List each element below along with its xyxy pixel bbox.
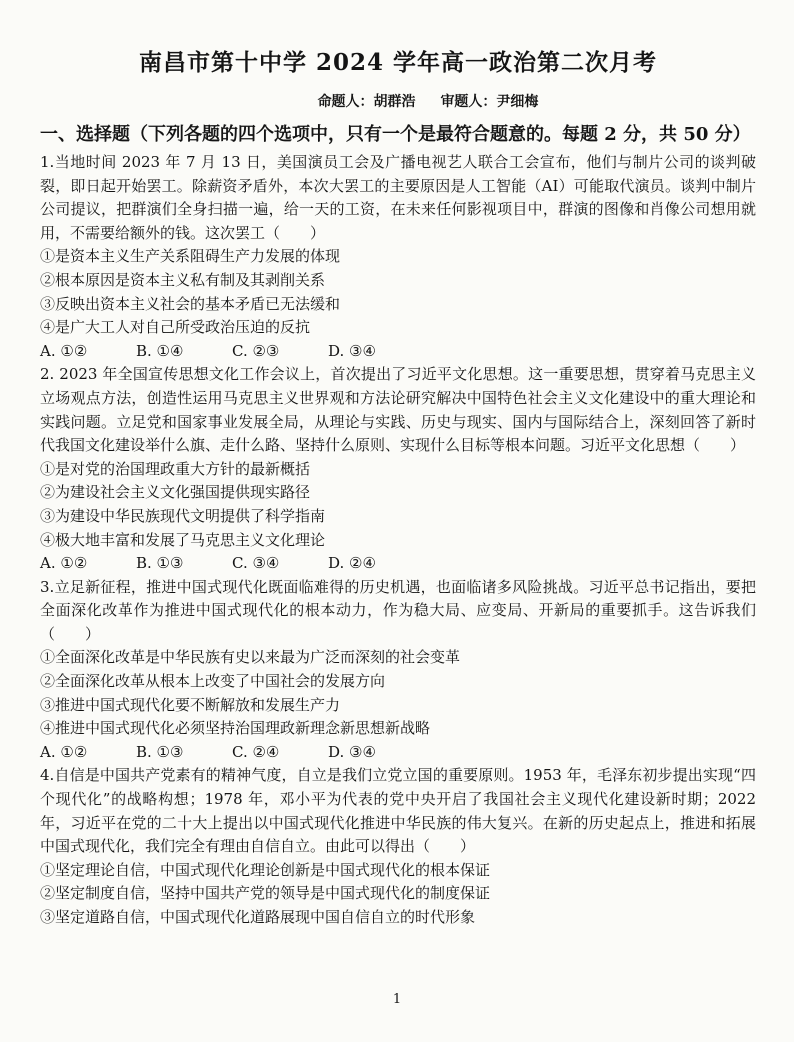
answer-choice-a: A. ①② (40, 554, 88, 573)
statement-option: ①是资本主义生产关系阻碍生产力发展的体现 (40, 247, 341, 266)
answer-choice-b: B. ①③ (136, 742, 184, 761)
question-list (40, 151, 756, 930)
setter-name: 命题人：胡群浩 (317, 94, 416, 110)
answer-choice-b: B. ①④ (136, 341, 184, 360)
answer-choice-c: C. ③④ (232, 554, 280, 573)
question-3 (40, 576, 756, 765)
exam-setters (40, 91, 756, 111)
answer-choice-c: C. ②③ (232, 341, 280, 360)
statement-option: ③坚定道路自信，中国式现代化道路展现中国自信自立的时代形象 (40, 908, 476, 926)
answer-choice-d: D. ③④ (328, 742, 376, 761)
statement-option: ④极大地丰富和发展了马克思主义文化理论 (40, 530, 326, 549)
question-stem: 3.立足新征程，推进中国式现代化既面临难得的历史机遇，也面临诸多风险挑战。习近平总书记指出，要把全面深化改革作为推进中国式现代化的根本动力，作为稳大局、应变局、开新局的重要抓手。这告诉我们（ ） (40, 577, 756, 643)
answer-choice-b: B. ①③ (136, 554, 184, 573)
statement-option: ③推进中国式现代化要不断解放和发展生产力 (40, 695, 341, 714)
statement-option: ②根本原因是资本主义私有制及其剥削关系 (40, 270, 326, 289)
answer-choice-a: A. ①② (40, 341, 88, 360)
statement-option: ①坚定理论自信，中国式现代化理论创新是中国式现代化的根本保证 (40, 860, 491, 879)
answer-choice-d: D. ③④ (328, 341, 376, 360)
question-stem: 2. 2023 年全国宣传思想文化工作会议上，首次提出了习近平文化思想。这一重要思想，贯穿着马克思主义立场观点方法，创造性运用马克思主义世界观和方法论研究解决中国特色社会主义文化建设中的重大理论和实践问题。立足党和国家事业发展全局，从理论与实践、历史与现实、国内与国际结合上，深刻回答了新时代我国文化建设举什么旗、走什么路、坚持什么原则、实现什么目标等根本问题。习近平文化思想（ ） (40, 365, 756, 455)
exam-title: 南昌市第十中学 2024 学年高一政治第二次月考 (138, 49, 658, 76)
reviewer-name: 审题人：尹细梅 (440, 94, 539, 110)
question-4 (40, 764, 756, 929)
answer-choices (40, 552, 756, 576)
answer-choice-a: A. ①② (40, 742, 88, 761)
statement-option: ④推进中国式现代化必须坚持治国理政新理念新思想新战略 (40, 719, 431, 738)
statement-option: ①是对党的治国理政重大方针的最新概括 (40, 459, 311, 478)
answer-choice-d: D. ②④ (328, 554, 376, 573)
answer-choices (40, 340, 756, 364)
section-heading: 一、选择题（下列各题的四个选项中，只有一个是最符合题意的。每题 2 分，共 50 分） (40, 124, 751, 145)
statement-option: ②为建设社会主义文化强国提供现实路径 (40, 483, 311, 502)
question-2 (40, 363, 756, 575)
statement-option: ①全面深化改革是中华民族有史以来最为广泛而深刻的社会变革 (40, 648, 461, 667)
statement-option: ③为建设中华民族现代文明提供了科学指南 (40, 506, 326, 525)
question-stem: 1.当地时间 2023 年 7 月 13 日，美国演员工会及广播电视艺人联合工会宣布，他们与制片公司的谈判破裂，即日起开始罢工。除薪资矛盾外，本次大罢工的主要原因是人工智能（AI）可能取代演员。谈判中制片公司提议，把群演们全身扫描一遍，给一天的工资，在未来任何影视项目中，群演的图像和肖像公司想用就用，不需要给额外的钱。这次罢工（ ） (40, 153, 756, 242)
question-stem: 4.自信是中国共产党素有的精神气度，自立是我们立党立国的重要原则。1953 年，毛泽东初步提出实现“四个现代化”的战略构想；1978 年，邓小平为代表的党中央开启了我国社会主义现代化建设新时期；2022 年，习近平在党的二十大上提出以中国式现代化推进中华民族的伟大复兴。在新的历史起点上，推进和拓展中国式现代化，我们完全有理由自信自立。由此可以得出（ ） (40, 766, 756, 856)
answer-choices (40, 741, 756, 765)
statement-option: ④是广大工人对自己所受政治压迫的反抗 (40, 318, 311, 337)
statement-option: ③反映出资本主义社会的基本矛盾已无法缓和 (40, 294, 341, 313)
statement-option: ②全面深化改革从根本上改变了中国社会的发展方向 (40, 672, 386, 691)
statement-option: ②坚定制度自信，坚持中国共产党的领导是中国式现代化的制度保证 (40, 884, 491, 903)
answer-choice-c: C. ②④ (232, 742, 280, 761)
page-number: 1 (392, 992, 402, 1007)
question-1 (40, 151, 756, 363)
